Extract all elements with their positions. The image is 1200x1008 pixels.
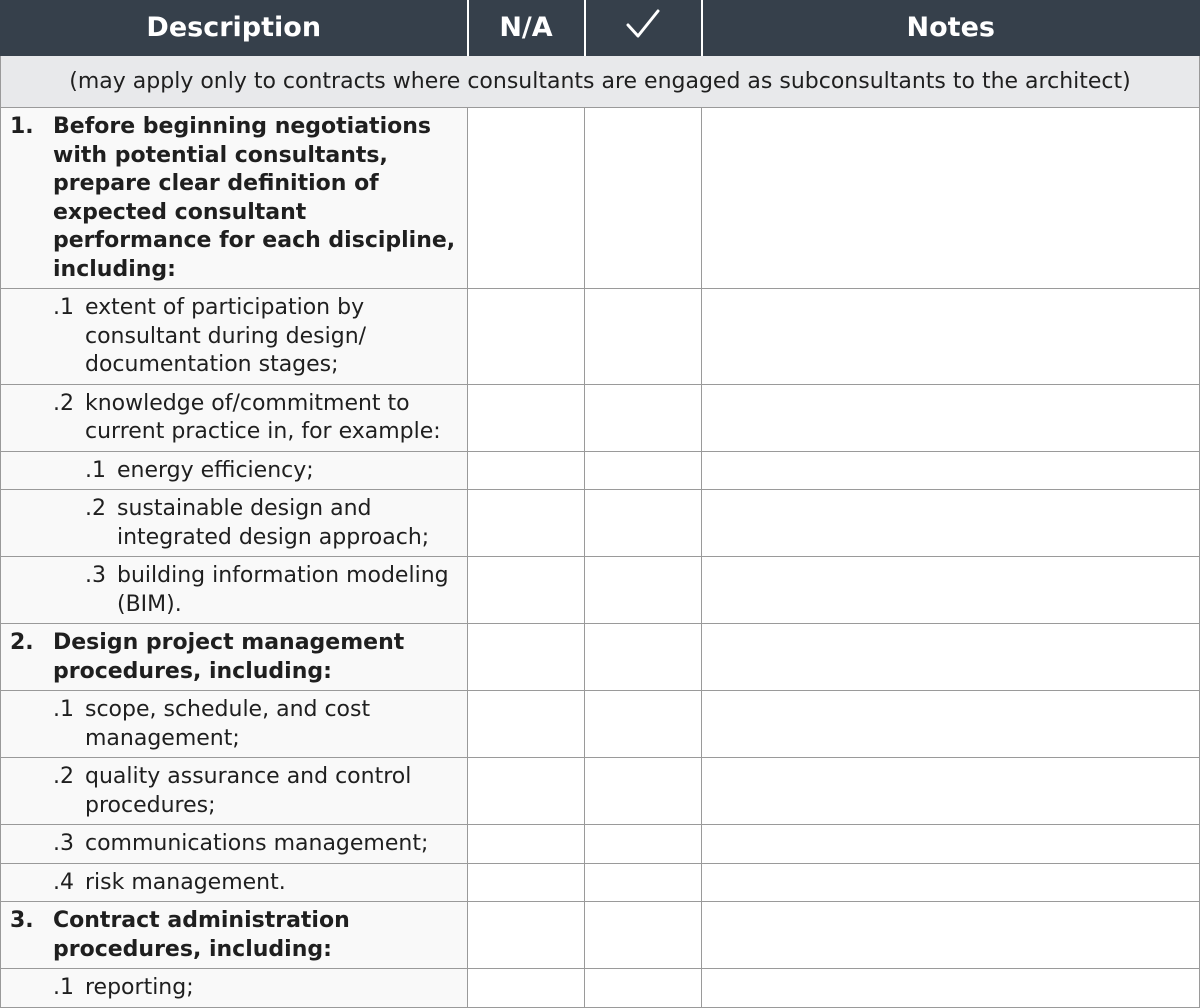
done-checkbox-cell[interactable] (585, 490, 702, 557)
row-description (1, 691, 468, 758)
row-text: risk management. (85, 869, 286, 895)
notes-cell[interactable] (702, 451, 1200, 490)
done-checkbox-cell[interactable] (585, 691, 702, 758)
row-description (1, 825, 468, 864)
row-description (1, 624, 468, 691)
row-description (1, 384, 468, 451)
done-checkbox-cell[interactable] (585, 969, 702, 1008)
done-checkbox-cell[interactable] (585, 451, 702, 490)
notes-cell[interactable] (702, 902, 1200, 969)
row-number: .1 (53, 295, 74, 320)
row-text: energy efficiency; (117, 457, 314, 483)
na-checkbox-cell[interactable] (468, 451, 585, 490)
row-number: .1 (85, 457, 106, 483)
row-text: communications management; (85, 831, 429, 856)
row-number: .2 (53, 390, 74, 416)
notes-cell[interactable] (702, 825, 1200, 864)
row-description (1, 490, 468, 557)
row-description (1, 289, 468, 385)
checklist-row (1, 384, 1200, 451)
notes-cell[interactable] (702, 758, 1200, 825)
row-number: 3. (10, 908, 34, 933)
na-checkbox-cell[interactable] (468, 557, 585, 624)
checklist-row (1, 624, 1200, 691)
na-checkbox-cell[interactable] (468, 624, 585, 691)
row-number: 1. (10, 114, 34, 139)
done-checkbox-cell[interactable] (585, 384, 702, 451)
notes-cell[interactable] (702, 557, 1200, 624)
notes-cell[interactable] (702, 969, 1200, 1008)
na-checkbox-cell[interactable] (468, 902, 585, 969)
notes-cell[interactable] (702, 108, 1200, 289)
checklist-row (1, 863, 1200, 902)
notes-cell[interactable] (702, 384, 1200, 451)
checklist-row (1, 902, 1200, 969)
done-checkbox-cell[interactable] (585, 825, 702, 864)
done-checkbox-cell[interactable] (585, 557, 702, 624)
notes-cell[interactable] (702, 691, 1200, 758)
row-description (1, 758, 468, 825)
header-row (1, 0, 1200, 56)
header-notes: Notes (702, 0, 1200, 56)
na-checkbox-cell[interactable] (468, 384, 585, 451)
notes-cell[interactable] (702, 490, 1200, 557)
na-checkbox-cell[interactable] (468, 490, 585, 557)
done-checkbox-cell[interactable] (585, 624, 702, 691)
row-text: building information modeling (BIM). (117, 563, 449, 617)
na-checkbox-cell[interactable] (468, 108, 585, 289)
checkmark-icon (625, 9, 661, 39)
row-description (1, 451, 468, 490)
na-checkbox-cell[interactable] (468, 758, 585, 825)
checklist-row (1, 108, 1200, 289)
row-number: .4 (53, 869, 74, 895)
row-description (1, 557, 468, 624)
row-number: .2 (85, 496, 106, 521)
row-number: .3 (53, 831, 74, 856)
checklist-row (1, 289, 1200, 385)
row-text: Contract administration procedures, including: (53, 908, 350, 962)
scope-note-row (1, 56, 1200, 108)
done-checkbox-cell[interactable] (585, 289, 702, 385)
row-number: .1 (53, 697, 74, 722)
done-checkbox-cell[interactable] (585, 108, 702, 289)
notes-cell[interactable] (702, 289, 1200, 385)
na-checkbox-cell[interactable] (468, 289, 585, 385)
done-checkbox-cell[interactable] (585, 758, 702, 825)
row-number: 2. (10, 630, 34, 655)
row-description (1, 969, 468, 1008)
row-text: knowledge of/commitment to current practice in, for example: (85, 390, 441, 444)
na-checkbox-cell[interactable] (468, 691, 585, 758)
row-text: reporting; (85, 975, 194, 1000)
row-text: Before beginning negotiations with potential consultants, prepare clear definition of expected consultant performance for each discipline, including: (53, 114, 456, 282)
row-description (1, 863, 468, 902)
na-checkbox-cell[interactable] (468, 863, 585, 902)
done-checkbox-cell[interactable] (585, 863, 702, 902)
checklist-row (1, 758, 1200, 825)
header-na: N/A (468, 0, 585, 56)
notes-cell[interactable] (702, 863, 1200, 902)
checklist-row (1, 969, 1200, 1008)
row-description (1, 902, 468, 969)
row-description (1, 108, 468, 289)
checklist-row (1, 825, 1200, 864)
scope-note: (may apply only to contracts where consultants are engaged as subconsultants to the architect) (1, 56, 1200, 108)
header-check (585, 0, 702, 56)
header-description: Description (1, 0, 468, 56)
done-checkbox-cell[interactable] (585, 902, 702, 969)
checklist-row (1, 490, 1200, 557)
row-number: .2 (53, 764, 74, 789)
na-checkbox-cell[interactable] (468, 825, 585, 864)
row-number: .1 (53, 975, 74, 1000)
notes-cell[interactable] (702, 624, 1200, 691)
row-text: sustainable design and integrated design approach; (117, 496, 430, 550)
row-number: .3 (85, 563, 106, 588)
row-text: scope, schedule, and cost management; (85, 697, 371, 751)
checklist-row (1, 557, 1200, 624)
row-text: quality assurance and control procedures; (85, 764, 412, 818)
row-text: extent of participation by consultant during design/ documentation stages; (85, 295, 367, 377)
checklist-row (1, 691, 1200, 758)
na-checkbox-cell[interactable] (468, 969, 585, 1008)
row-text: Design project management procedures, including: (53, 630, 405, 684)
checklist-row (1, 451, 1200, 490)
